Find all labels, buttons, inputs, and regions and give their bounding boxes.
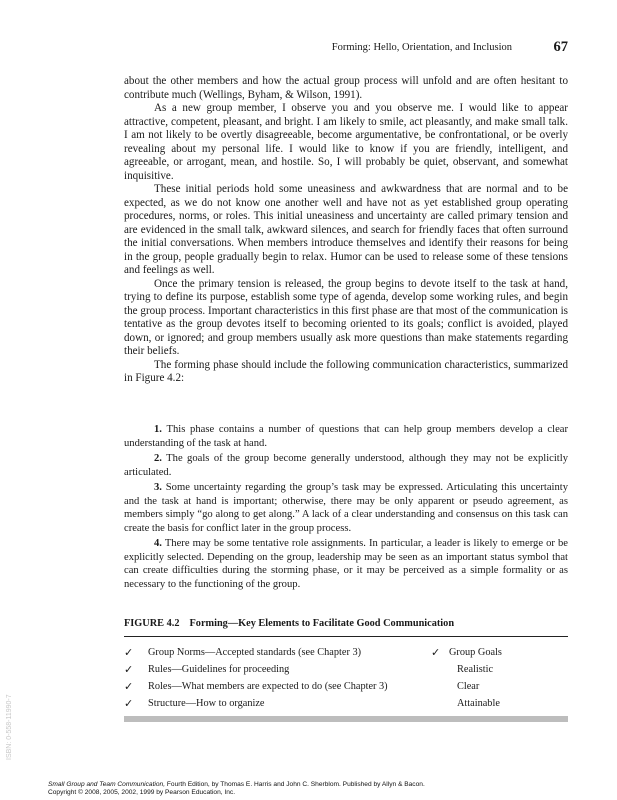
figure-caption bbox=[124, 618, 568, 629]
checkmark-icon: ✓ bbox=[124, 697, 134, 710]
figure-top-rule bbox=[124, 636, 568, 637]
figure-item-text: Group Norms—Accepted standards (see Chapter 3) bbox=[148, 647, 362, 658]
list-item bbox=[124, 452, 568, 479]
figure-item bbox=[124, 644, 444, 661]
list-item bbox=[124, 537, 568, 591]
checkmark-icon: ✓ bbox=[124, 663, 134, 676]
list-item-number: 2. bbox=[154, 453, 162, 464]
footer-line bbox=[48, 781, 425, 789]
figure-item bbox=[431, 678, 568, 695]
figure-item-text: Group Goals bbox=[449, 647, 502, 658]
figure-item-text: Clear bbox=[457, 681, 480, 692]
footer-publication: Fourth Edition, by Thomas E. Harris and John C. Sherblom. Published by Allyn & Bacon. bbox=[165, 781, 425, 788]
list-item-text: The goals of the group become generally understood, although they may not be explicitly articulated. bbox=[124, 453, 568, 478]
figure-caption-text: Forming—Key Elements to Facilitate Good Communication bbox=[189, 618, 455, 629]
isbn-side-note: ISBN: 0-558-11990-7 bbox=[6, 694, 13, 760]
page-footer bbox=[48, 781, 425, 797]
figure-label: FIGURE 4.2 bbox=[124, 618, 180, 629]
figure-bottom-bar bbox=[124, 716, 568, 722]
running-header-title: Forming: Hello, Orientation, and Inclusion bbox=[331, 42, 512, 53]
figure-item bbox=[124, 678, 444, 695]
figure-item bbox=[431, 644, 568, 661]
list-item-text: There may be some tentative role assignments. In particular, a leader is likely to emerge or be explicitly selected. Depending on the group, leadership may be seen as an important status symbol that can create difficulties during the storming phase, or it may be perceived as a simple formality or as necessary to the functioning of the group. bbox=[124, 538, 568, 590]
paragraph: about the other members and how the actual group process will unfold and are often hesitant to contribute much (Wellings, Byham, & Wilson, 1991). bbox=[124, 75, 568, 101]
figure-item bbox=[431, 661, 568, 678]
figure-item-text: Roles—What members are expected to do (see Chapter 3) bbox=[148, 681, 388, 692]
figure-item-text: Rules—Guidelines for proceeding bbox=[148, 664, 290, 675]
figure-left-column bbox=[124, 644, 444, 712]
list-item bbox=[124, 481, 568, 535]
list-item-number: 4. bbox=[154, 538, 162, 549]
paragraph: As a new group member, I observe you and you observe me. I would like to appear attractive, competent, pleasant, and bright. I am likely to smile, act pleasantly, and make small talk. I am not likely to be overtly disagreeable, become argumentative, be confrontational, or be overly revealing about my personal life. I would like to know if you are friendly, intelligent, and agreeable, or arrogant, mean, and hostile. So, I will probably be quiet, observant, and somewhat inquisitive. bbox=[124, 102, 568, 182]
paragraph: The forming phase should include the following communication characteristics, summarized in Figure 4.2: bbox=[124, 358, 568, 384]
list-item bbox=[124, 423, 568, 450]
paragraph: These initial periods hold some uneasiness and awkwardness that are normal and to be expected, as we do not know one another well and have not as yet established group operating procedures, norms, or roles. This initial uneasiness and uncertainty are called primary tension and are evidenced in the small talk, awkward silences, and search for friendly faces that often surround the initial conversations. When members introduce themselves and identify their reasons for being in the group, people gradually begin to relax. Humor can be used to release some of these tensions and feelings as well. bbox=[124, 183, 568, 276]
figure-body bbox=[124, 644, 568, 712]
footer-copyright: Copyright © 2008, 2005, 2002, 1999 by Pearson Education, Inc. bbox=[48, 789, 236, 796]
figure-item-text: Structure—How to organize bbox=[148, 698, 265, 709]
figure-item-text: Attainable bbox=[457, 698, 500, 709]
figure-item bbox=[124, 661, 444, 678]
list-item-number: 3. bbox=[154, 482, 162, 493]
list-item-text: Some uncertainty regarding the group’s task may be expressed. Articulating this uncertainty and the task at hand is important; otherwise, there may be only apparent or pseudo agreement, as members simply “go along to get along.” A lack of a clear understanding and consensus on this task can create the basis for conflict later in the group process. bbox=[124, 482, 568, 534]
paragraph: Once the primary tension is released, the group begins to devote itself to the task at hand, trying to define its purpose, establish some type of agenda, develop some working rules, and begin the group process. Important characteristics in this first phase are that most of the communication is tentative as the group devotes itself to becoming oriented to its goals; conflict is avoided, played down, or ignored; and group members usually ask more questions than make statements regarding their beliefs. bbox=[124, 277, 568, 357]
footer-book-title: Small Group and Team Communication, bbox=[48, 781, 166, 788]
list-item-number: 1. bbox=[154, 424, 162, 435]
checkmark-icon: ✓ bbox=[124, 646, 134, 659]
page-number: 67 bbox=[553, 39, 568, 55]
list-item-text: This phase contains a number of questions that can help group members develop a clear understanding of the task at hand. bbox=[124, 424, 568, 449]
numbered-list bbox=[124, 423, 568, 593]
figure-right-column bbox=[431, 644, 568, 712]
checkmark-icon: ✓ bbox=[431, 646, 441, 659]
figure-item bbox=[124, 695, 444, 712]
figure-item-text: Realistic bbox=[457, 664, 494, 675]
body-text bbox=[124, 75, 568, 386]
running-header bbox=[124, 40, 568, 56]
figure-item bbox=[431, 695, 568, 712]
checkmark-icon: ✓ bbox=[124, 680, 134, 693]
